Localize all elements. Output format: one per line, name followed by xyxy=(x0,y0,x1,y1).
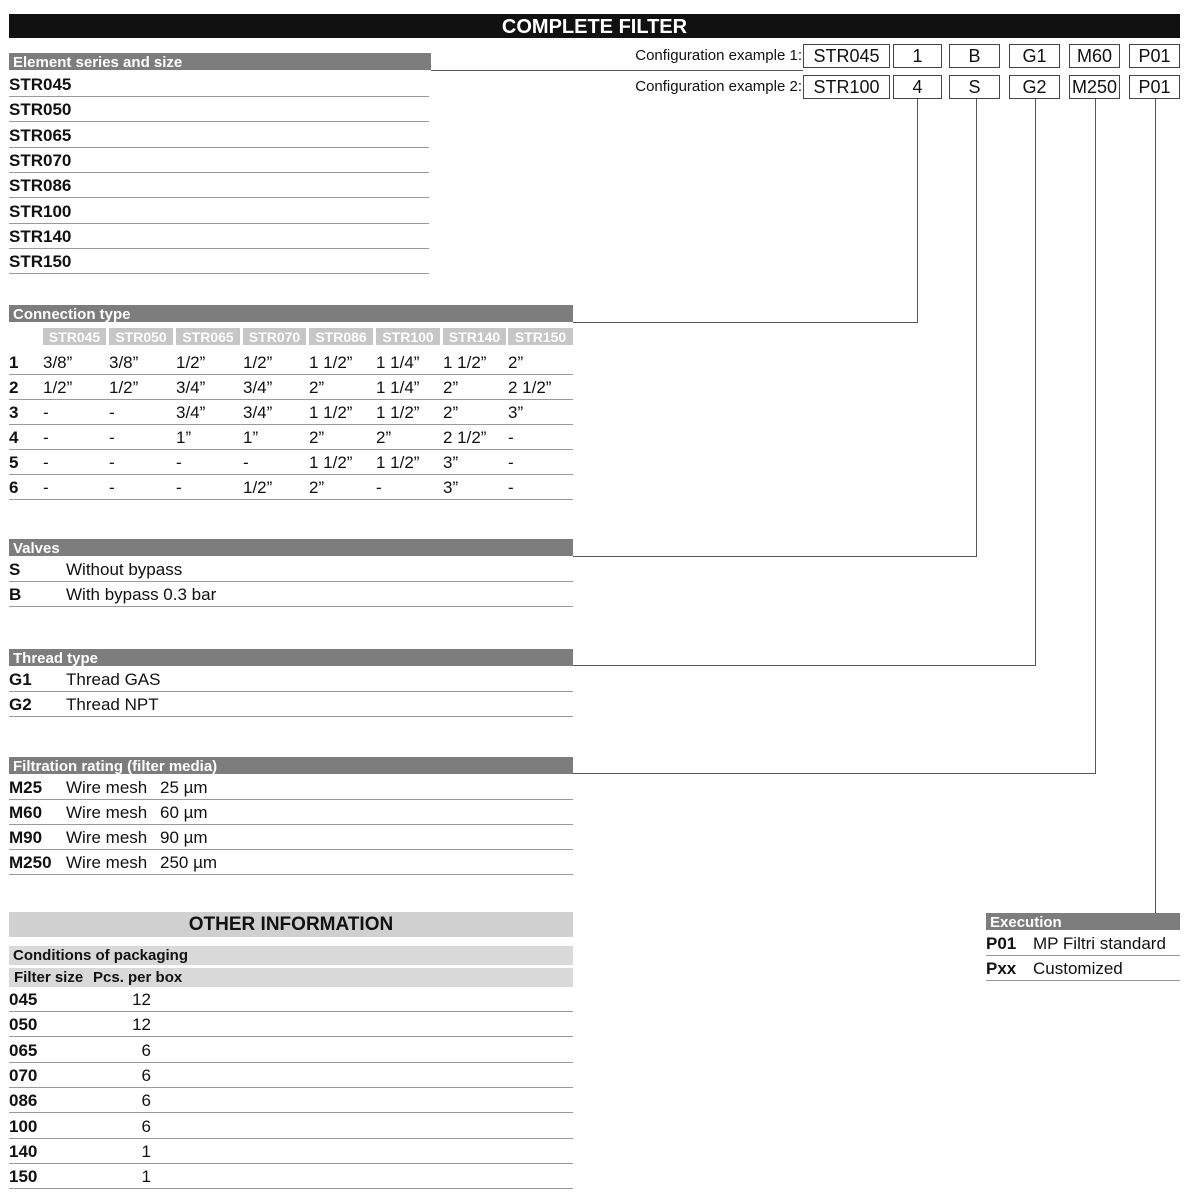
connection-value: 1 1/2” xyxy=(309,453,353,472)
connection-value: 3” xyxy=(443,478,459,497)
connection-value: 1 1/2” xyxy=(309,403,353,422)
connector-line-connection-h xyxy=(573,322,918,323)
packaging-row xyxy=(9,1038,573,1063)
connection-value: 1” xyxy=(176,428,192,447)
packaging-size: 140 xyxy=(9,1141,38,1161)
series-code: STR045 xyxy=(9,75,72,94)
connection-value: 2 1/2” xyxy=(508,378,552,397)
connection-value: 3” xyxy=(508,403,524,422)
filtration-row xyxy=(9,825,573,850)
connection-value: 2” xyxy=(309,428,325,447)
config-example1-code: M60 xyxy=(1069,44,1120,68)
connection-row xyxy=(9,450,573,475)
connection-column-header: STR100 xyxy=(376,328,440,345)
connection-code: 5 xyxy=(9,453,19,472)
connection-value: 1/2” xyxy=(243,353,273,372)
execution-desc: Customized xyxy=(1033,959,1123,978)
connection-code: 4 xyxy=(9,428,19,447)
connection-value: 3” xyxy=(443,453,459,472)
filtration-row xyxy=(9,850,573,875)
execution-code: P01 xyxy=(986,934,1017,953)
execution-row xyxy=(986,956,1180,981)
thread_type-code: G2 xyxy=(9,695,32,714)
series-row xyxy=(9,97,429,122)
filtration-code: M25 xyxy=(9,778,43,797)
config-example1-code: G1 xyxy=(1009,44,1060,68)
connection-value: 1/2” xyxy=(43,378,73,397)
connection-value: 1/2” xyxy=(109,378,139,397)
execution-row xyxy=(986,931,1180,956)
connection-code: 6 xyxy=(9,478,19,497)
connection-value: 2” xyxy=(376,428,392,447)
connection-column-header: STR070 xyxy=(243,328,306,345)
packaging-pcs: 1 xyxy=(141,1141,151,1161)
packaging-pcs: 12 xyxy=(132,1015,151,1035)
connection-value: - xyxy=(508,428,514,447)
thread_type-desc: Thread GAS xyxy=(66,670,161,689)
connection-value: - xyxy=(243,453,249,472)
config-example1-code: STR045 xyxy=(803,44,890,68)
element-series-header: Element series and size xyxy=(9,53,431,70)
connection-column-header: STR045 xyxy=(43,328,106,345)
filtration-desc: Wire mesh xyxy=(66,828,148,847)
series-code: STR065 xyxy=(9,125,72,145)
connection-row xyxy=(9,400,573,425)
connection-value: 1 1/4” xyxy=(376,353,420,372)
valves-desc: With bypass 0.3 bar xyxy=(66,585,217,604)
connection-column-header: STR065 xyxy=(176,328,240,345)
thread_type-row xyxy=(9,667,573,692)
series-row xyxy=(9,72,429,97)
config-example-1-label: Configuration example 1: xyxy=(635,47,802,64)
connector-line-execution xyxy=(1155,99,1156,913)
connection-column-header: STR086 xyxy=(309,328,373,345)
packaging-size: 065 xyxy=(9,1040,38,1060)
filtration-value: 90 µm xyxy=(160,828,208,847)
packaging-columns-header xyxy=(9,968,573,987)
packaging-row xyxy=(9,1139,573,1164)
connector-line-thread-h xyxy=(573,665,1036,666)
thread_type-code: G1 xyxy=(9,670,32,689)
connector-line-filtration-h xyxy=(573,773,1096,774)
thread-type-header: Thread type xyxy=(9,649,573,666)
series-row xyxy=(9,148,429,173)
connection-value: 2” xyxy=(443,403,459,422)
filtration-code: M60 xyxy=(9,803,43,822)
connection-value: - xyxy=(109,478,115,497)
packaging-size: 100 xyxy=(9,1116,38,1136)
series-row xyxy=(9,173,429,198)
packaging-size: 150 xyxy=(9,1167,38,1187)
connection-value: 3/4” xyxy=(243,378,273,397)
connection-value: 1 1/2” xyxy=(376,403,420,422)
packaging-pcs: 6 xyxy=(141,1065,151,1085)
config-example2-code: 4 xyxy=(893,75,942,99)
connection-value: 3/4” xyxy=(176,403,206,422)
packaging-row xyxy=(9,1114,573,1139)
connection-value: 1” xyxy=(243,428,259,447)
filtration-value: 250 µm xyxy=(160,853,218,872)
series-code: STR086 xyxy=(9,176,72,196)
valves-desc: Without bypass xyxy=(66,560,183,579)
connector-line-filtration xyxy=(1095,99,1096,774)
connection-value: - xyxy=(109,403,115,422)
packaging-row xyxy=(9,1012,573,1037)
connection-value: 3/8” xyxy=(109,353,139,372)
connection-value: 3/8” xyxy=(43,353,73,372)
execution-desc: MP Filtri standard xyxy=(1033,934,1166,953)
series-row xyxy=(9,123,429,148)
valves-header: Valves xyxy=(9,539,573,556)
valves-row xyxy=(9,557,573,582)
connection-value: 3/4” xyxy=(243,403,273,422)
series-code: STR150 xyxy=(9,252,72,272)
config-example2-code: S xyxy=(949,75,1000,99)
packaging-pcs: 1 xyxy=(141,1167,151,1187)
config-example1-code: B xyxy=(949,44,1000,68)
execution-code: Pxx xyxy=(986,959,1017,978)
connection-code: 1 xyxy=(9,353,19,372)
config-example1-code: P01 xyxy=(1129,44,1180,68)
connection-value: 1 1/2” xyxy=(376,453,420,472)
filtration-desc: Wire mesh xyxy=(66,778,148,797)
connection-code: 3 xyxy=(9,403,19,422)
filtration-desc: Wire mesh xyxy=(66,853,148,872)
connection-column-header: STR050 xyxy=(109,328,173,345)
packaging-row xyxy=(9,1164,573,1189)
pcs-per-box-column: Pcs. per box xyxy=(93,969,183,986)
config-example2-code: P01 xyxy=(1129,75,1180,99)
config-example2-code: G2 xyxy=(1009,75,1060,99)
filtration-code: M90 xyxy=(9,828,43,847)
connection-code: 2 xyxy=(9,378,19,397)
packaging-pcs: 6 xyxy=(141,1040,151,1060)
connection-value: 1 1/2” xyxy=(309,353,353,372)
execution-header: Execution xyxy=(986,913,1180,930)
filtration-row xyxy=(9,775,573,800)
config-example-2-label: Configuration example 2: xyxy=(635,78,802,95)
config-example1-code: 1 xyxy=(893,44,942,68)
filtration-code: M250 xyxy=(9,853,52,872)
filtration-value: 25 µm xyxy=(160,778,208,797)
connection-value: 2” xyxy=(508,353,524,372)
connection-value: - xyxy=(43,453,49,472)
packaging-pcs: 6 xyxy=(141,1116,151,1136)
series-row xyxy=(9,199,429,224)
series-code: STR050 xyxy=(9,100,72,120)
packaging-row xyxy=(9,1063,573,1088)
packaging-size: 050 xyxy=(9,1015,38,1035)
connection-value: 3/4” xyxy=(176,378,206,397)
series-row xyxy=(9,224,429,249)
config-example2-code: M250 xyxy=(1069,75,1120,99)
connection-value: 1 1/2” xyxy=(443,353,487,372)
other-information-title: OTHER INFORMATION xyxy=(9,912,573,937)
config-example2-code: STR100 xyxy=(803,75,890,99)
thread_type-row xyxy=(9,692,573,717)
thread_type-desc: Thread NPT xyxy=(66,695,159,714)
packaging-size: 086 xyxy=(9,1091,38,1111)
connection-column-header: STR140 xyxy=(443,328,506,345)
page-title: COMPLETE FILTER xyxy=(9,14,1180,38)
connection-value: 2” xyxy=(309,478,325,497)
series-row xyxy=(9,249,429,274)
filtration-header: Filtration rating (filter media) xyxy=(9,757,573,774)
connection-value: 2” xyxy=(443,378,459,397)
filtration-desc: Wire mesh xyxy=(66,803,148,822)
connection-column-header: STR150 xyxy=(508,328,573,345)
connection-value: 1/2” xyxy=(243,478,273,497)
valves-row xyxy=(9,582,573,607)
connection-value: - xyxy=(43,403,49,422)
connection-row xyxy=(9,375,573,400)
connector-line-valves xyxy=(976,99,977,557)
connection-value: - xyxy=(109,453,115,472)
connection-value: - xyxy=(43,428,49,447)
packaging-pcs: 6 xyxy=(141,1091,151,1111)
connection-value: - xyxy=(508,453,514,472)
connector-line-connection xyxy=(917,99,918,323)
connection-value: 2” xyxy=(309,378,325,397)
connection-value: - xyxy=(508,478,514,497)
connector-line-series xyxy=(431,70,803,71)
filtration-value: 60 µm xyxy=(160,803,208,822)
packaging-size: 070 xyxy=(9,1065,38,1085)
connection-value: - xyxy=(176,453,182,472)
packaging-header: Conditions of packaging xyxy=(9,946,573,965)
connection-value: - xyxy=(176,478,182,497)
filter-size-column: Filter size xyxy=(14,969,84,986)
series-code: STR070 xyxy=(9,150,72,170)
connection-type-header: Connection type xyxy=(9,305,573,322)
packaging-size: 045 xyxy=(9,990,38,1009)
connection-value: - xyxy=(43,478,49,497)
packaging-row xyxy=(9,1088,573,1113)
packaging-row xyxy=(9,987,573,1012)
filtration-row xyxy=(9,800,573,825)
valves-code: B xyxy=(9,585,22,604)
connection-row xyxy=(9,350,573,375)
connection-columns-header xyxy=(9,328,573,345)
connector-line-thread xyxy=(1035,99,1036,666)
connection-value: 2 1/2” xyxy=(443,428,487,447)
connector-line-valves-h xyxy=(573,556,977,557)
connection-row xyxy=(9,425,573,450)
series-code: STR100 xyxy=(9,201,72,221)
connection-value: - xyxy=(109,428,115,447)
connection-value: 1/2” xyxy=(176,353,206,372)
connection-row xyxy=(9,475,573,500)
series-code: STR140 xyxy=(9,226,72,246)
connection-value: - xyxy=(376,478,382,497)
valves-code: S xyxy=(9,560,21,579)
packaging-pcs: 12 xyxy=(132,990,151,1009)
connection-value: 1 1/4” xyxy=(376,378,420,397)
